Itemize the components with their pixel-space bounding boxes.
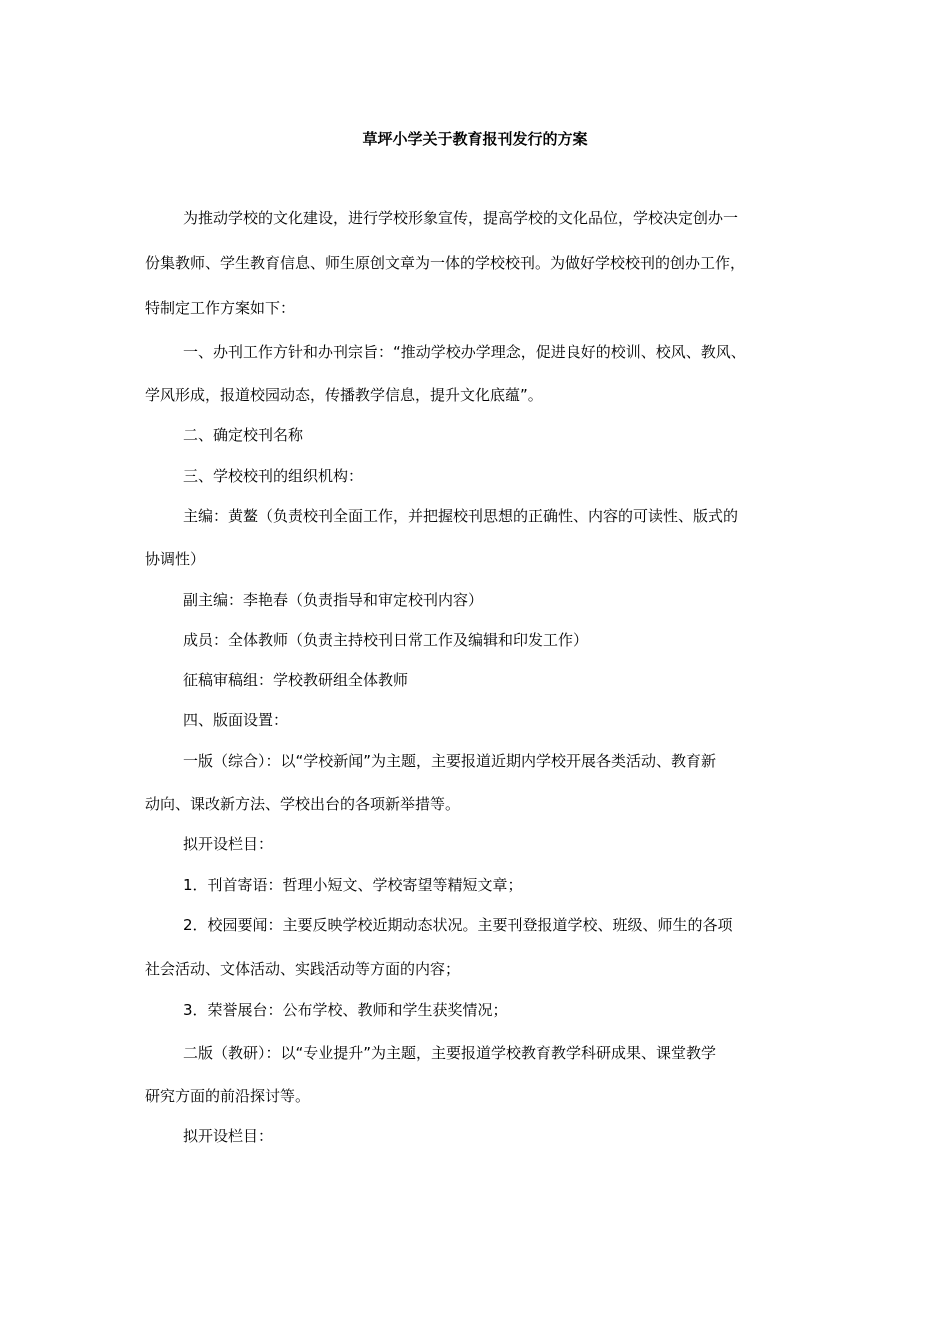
paragraph-line: 为推动学校的文化建设，进行学校形象宣传，提高学校的文化品位，学校决定创办一 [183, 209, 739, 227]
paragraph-line: 份集教师、学生教育信息、师生原创文章为一体的学校校刊。为做好学校校刊的创办工作， [145, 254, 746, 272]
paragraph-line: 特制定工作方案如下： [145, 299, 296, 317]
paragraph-line: 副主编：李艳春（负责指导和审定校刊内容） [183, 591, 484, 609]
paragraph-line: 拟开设栏目： [183, 1127, 274, 1145]
paragraph-line: 协调性） [145, 550, 206, 568]
paragraph-line: 动向、课改新方法、学校出台的各项新举措等。 [145, 795, 461, 813]
paragraph-line: 征稿审稿组：学校教研组全体教师 [183, 671, 409, 689]
paragraph-line: 一版（综合）：以“学校新闻”为主题，主要报道近期内学校开展各类活动、教育新 [183, 752, 717, 770]
document-title: 草坪小学关于教育报刊发行的方案 [362, 130, 588, 148]
paragraph-line: 四、版面设置： [183, 711, 289, 729]
paragraph-line: 拟开设栏目： [183, 835, 274, 853]
paragraph-line: 成员：全体教师（负责主持校刊日常工作及编辑和印发工作） [183, 631, 589, 649]
paragraph-line: 二、确定校刊名称 [183, 426, 304, 444]
paragraph-line: 1．刊首寄语：哲理小短文、学校寄望等精短文章； [183, 876, 523, 894]
paragraph-line: 一、办刊工作方针和办刊宗旨：“推动学校办学理念，促进良好的校训、校风、教风、 [183, 343, 746, 361]
paragraph-line: 主编：黄鳌（负责校刊全面工作，并把握校刊思想的正确性、内容的可读性、版式的 [183, 507, 739, 525]
paragraph-line: 2．校园要闻：主要反映学校近期动态状况。主要刊登报道学校、班级、师生的各项 [183, 916, 733, 934]
paragraph-line: 三、学校校刊的组织机构： [183, 467, 364, 485]
paragraph-line: 学风形成，报道校园动态，传播教学信息，提升文化底蕴”。 [145, 386, 543, 404]
paragraph-line: 3．荣誉展台：公布学校、教师和学生获奖情况； [183, 1001, 508, 1019]
paragraph-line: 社会活动、文体活动、实践活动等方面的内容； [145, 960, 461, 978]
paragraph-line: 二版（教研）：以“专业提升”为主题，主要报道学校教育教学科研成果、课堂教学 [183, 1044, 717, 1062]
paragraph-line: 研究方面的前沿探讨等。 [145, 1087, 311, 1105]
